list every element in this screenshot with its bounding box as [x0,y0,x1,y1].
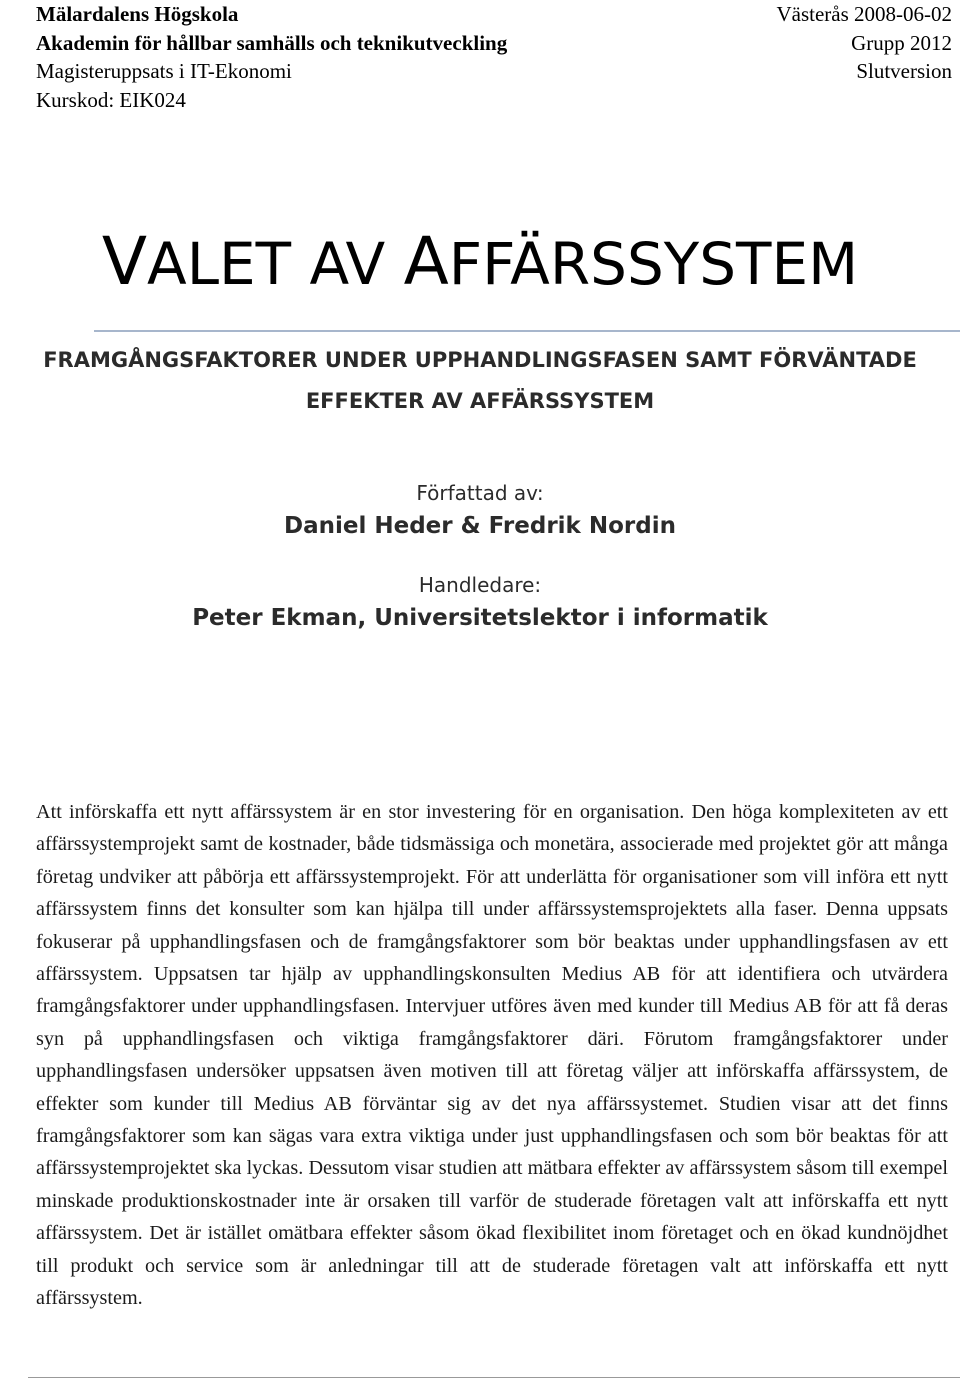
supervisor-label: Handledare: [418,573,542,597]
document-header [36,0,952,118]
course-code: Kurskod: EIK024 [36,87,186,112]
place-date: Västerås 2008-06-02 [776,2,952,26]
authors-block [0,478,960,544]
document-subtitle [30,340,930,422]
thesis-type: Magisteruppsats i IT-Ekonomi [36,59,292,83]
version-label: Slutversion [856,59,952,83]
authors-label: Författad av: [416,481,544,505]
header-row-2 [36,29,952,58]
academy-name: Akademin för hållbar samhälls och teknikutveckling [36,30,508,55]
header-row-3 [36,57,952,86]
abstract-text: Att införskaffa ett nytt affärssystem är en stor investering för en organisation. Den höga komplexiteten av ett affärssystemprojekt samt de kostnader, både tidsmässiga och monetära, associerade med projektet gör att många företag undviker att påbörja ett affärssystemprojekt. För att underlätta för organisationer som vill införa ett nytt affärssystem finns det konsulter som kan hjälpa till under affärssystemsprojektets alla faser. Denna uppsats fokuserar på upphandlingsfasen och de framgångsfaktorer som bör beaktas under upphandlingsfasen av ett affärssystem. Uppsatsen tar hjälp av upphandlingskonsulten Medius AB för att identifiera och utvärdera framgångsfaktorer under upphandlingsfasen. Intervjuer utföres även med kunder till Medius AB för att få deras syn på upphandlingsfasen och viktiga framgångsfaktorer däri. Förutom framgångsfaktorer under upphandlingsfasen undersöker uppsatsen även motiven till att företag väljer att införskaffa affärssystem, de effekter som kunder till Medius AB förväntar sig av det nya affärssystemet. Studien visar att det finns framgångsfaktorer som kan sägas vara extra viktiga under just upphandlingsfasen och som bör beaktas för att affärssystemprojektet ska lyckas. Dessutom visar studien att mätbara effekter av affärssystem såsom till exempel minskade produktionskostnader inte är orsaken till varför de studerade företagen valt att införskaffa ett nytt affärssystem. Det är istället omätbara effekter såsom ökad flexibilitet inom företaget och en ökad kundnöjdhet till produkt och service som är anledningar till att de studerade företagen valt att införskaffa ett nytt affärssystem. [36,801,948,1310]
title-rest-2: FFÄRSSYSTEM [448,230,859,298]
title-cap-2: A [403,223,449,300]
subtitle-line-2: EFFEKTER AV AFFÄRSSYSTEM [305,389,655,413]
supervisor-name: Peter Ekman, Universitetslektor i informatik [192,605,768,631]
authors-names: Daniel Heder & Fredrik Nordin [284,513,676,539]
title-cap-1: V [101,223,148,300]
header-row-1 [36,0,952,29]
header-row-4 [36,86,952,115]
university-name: Mälardalens Högskola [36,2,239,26]
title-rest-1: ALET AV [147,230,404,298]
supervisor-block [0,570,960,636]
document-title [0,222,960,304]
title-divider [94,330,960,332]
subtitle-line-1: FRAMGÅNGSFAKTORER UNDER UPPHANDLINGSFASEN SAMT FÖRVÄNTADE [43,348,917,372]
page-bottom-border [28,1377,960,1378]
group-label: Grupp 2012 [851,30,952,55]
